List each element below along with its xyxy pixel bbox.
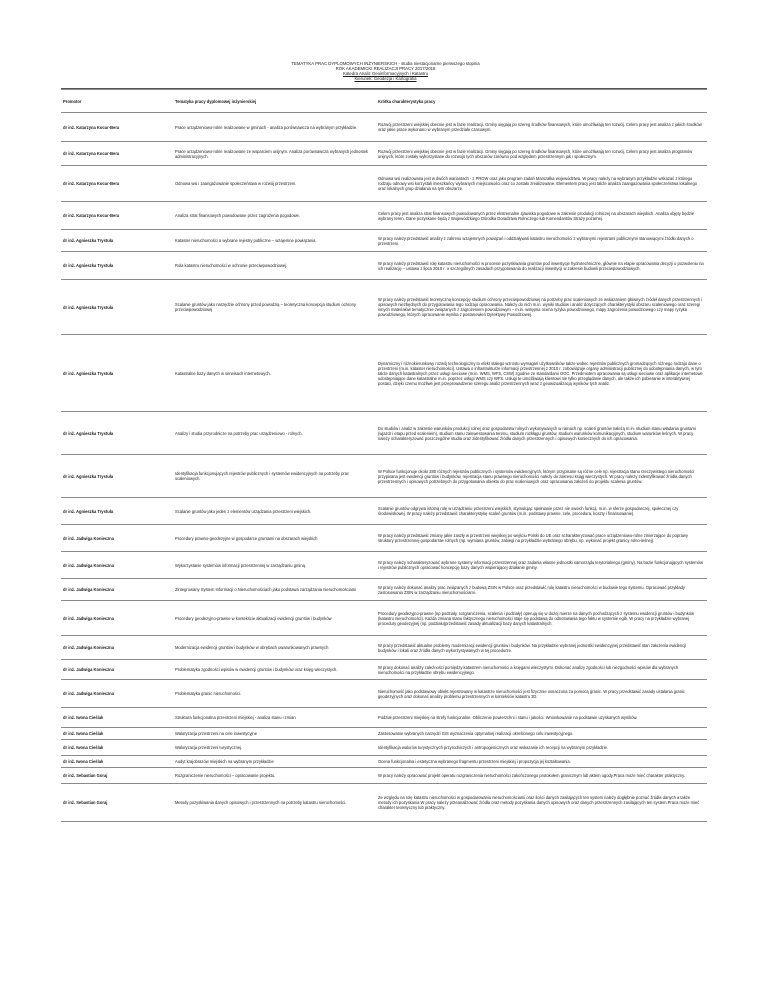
topic-cell: Kataster nieruchomości a wybrane rejestry publiczne – wzajemne powiązania. [173, 230, 376, 252]
academic-year: ROK AKADEMICKI REALIZACJI PRACY 2017/2018 [335, 66, 436, 72]
document-title: TEMATYKA PRAC DYPLOMOWYCH INŻYNIERSKICH - studia niestacjonarne pierwszego stopnia [291, 61, 480, 66]
topic-cell: Problematyka zgodności wpisów w ewidencji gruntów i budynków oraz księg wieczystych. [173, 660, 376, 680]
promoter-cell: dr inż. Iwona Cieślak [61, 756, 173, 768]
topic-cell: Prace urządzeniowo-rolne realizowane ze wsparciem unijnym. Analiza porównawcza wybranych jednostek administracyjnych. [173, 142, 376, 166]
description-cell: Rozwój przestrzeni wiejskiej obecnie jest w fazie realizacji. Gminy sięgają po szereg środków finansowych, które umożliwiają ten rozwój. Celem pracy jest analiza z jakich środków oraz jakie prace wykonano w wybranym przedziale czasowym. [376, 113, 707, 142]
promoter-cell: dr inż. Jadwiga Konieczna [61, 579, 173, 601]
promoter-cell: dr inż. Jadwiga Konieczna [61, 525, 173, 552]
topic-cell: Procedury prawno-geodezyjne w gospodarce gruntami na obszarach wiejskich [173, 525, 376, 552]
promoter-cell: dr inż. Katarzyna Kocur-Bera [61, 202, 173, 230]
table-row [61, 412, 707, 455]
description-cell: Celem pracy jest analiza strat finansowych powodowanych przez ekstremalne zjawiska pogodowe w zakresie produkcji rolniczej na obszarach wiejskich. Analiza objęty będzie wybrany teren. Dane pozyskane będą z Wojewódzkiego Ośrodka Doradztwa Rolniczego lub Komendantów Straży pożarnej. [376, 202, 707, 230]
promoter-cell: dr inż. Agnieszka Trystuła [61, 280, 173, 335]
description-cell: W pracy należy przedstawić zmiany jakie zaszły w przestrzeni wiejskiej po wejściu Polski do UE oraz scharakteryzować prace urządzeniowo-rolne zmierzające do poprawy struktury przestrzennej gospodarstw rolnych (np. wymiana gruntów, zabiegi na przykładzie wybranego obrębu, np. wykonać projekt granicy rolno-leśnej). [376, 525, 707, 552]
table-row [61, 113, 707, 142]
topic-cell: Audyt krajobrazów miejskich na wybranym przykładzie [173, 756, 376, 768]
promoter-cell: dr inż. Sebastian Goraj [61, 784, 173, 822]
table-row [61, 280, 707, 335]
promoter-cell: dr inż. Iwona Cieślak [61, 708, 173, 728]
topic-cell: Metody pozyskiwania danych opisowych i przestrzennych na potrzeby katastru nieruchomości. [173, 784, 376, 822]
promoter-cell: dr inż. Agnieszka Trystuła [61, 252, 173, 280]
topic-cell: Wykorzystanie systemów informacji przestrzennej w zarządzaniu gminą. [173, 552, 376, 579]
table-row [61, 768, 707, 784]
description-cell: Do studiów i analiz w zakresie warunków produkcji rolnej oraz gospodarstw rolnych wykonywanych w ramach np. scaleń gruntów należą m.in. studium stanu władania gruntami (wjazdr i etapu przed scaleniem), studium stanu zainwestowania terenu, studium rozkłągu gruntów, studium warunków komunikacyjnych, studium warunków leśnych. W pracy należy scharakteryzować poszczególne studia oraz zidentyfikować źródła danych przestrzennych i opisowych koniecznych do ich opracowania. [376, 412, 707, 455]
promoter-cell: dr inż. Iwona Cieślak [61, 740, 173, 756]
table-row [61, 708, 707, 728]
column-header-description: Krótka charakterystyka pracy [376, 90, 707, 113]
promoter-cell: dr inż. Katarzyna Kocur-Bera [61, 166, 173, 202]
description-cell: W pracy należy dokonać analizy prac związanych z budową ZSIN w Polsce oraz przedstawić rolę katastru nieruchomości w budowie tego systemu. Opracować przykłady zastosowania ZSIN w zarządzaniu nieruchomościami. [376, 579, 707, 601]
topic-cell: Analiza strat finansowych powodowane przez zagrożenia pogodowe. [173, 202, 376, 230]
topic-cell: Modernizacja ewidencji gruntów i budynków w obrębach uwarunkowanych prawnych [173, 636, 376, 660]
column-header-topic: Tematyka pracy dyplomowej inżynierskiej [173, 90, 376, 113]
topic-cell: Problematyka granic nieruchomości. [173, 680, 376, 708]
description-cell: W pracy dokonać analizy zależności pomiędzy katastrem nieruchomości a księgami wieczystymi. Dokonać analizy zgodności lub niezgodności wpisów dla wybranych nieruchomości na przykładzie obrębu ewidencyjnego. [376, 660, 707, 680]
field-of-study: Kierunek: Geodezja i Kartografia [354, 76, 417, 82]
description-cell: W pracy należy przedstawić rolę katastru nieruchomości w procesie pozyskiwania gruntów pod inwestycje hydrotechniczne, głównie na etapie opracowania decyzji o pozwoleniu na ich realizację – ustawa z lipca 2010 r. o szczególnych zasadach przygotowania do realizacji inwestycji w zakresie budowli przeciwpowodziowych. [376, 252, 707, 280]
table-row [61, 579, 707, 601]
table-row [61, 680, 707, 708]
department-name: Katedra Analiz Geoinformacyjnych i Katastru [342, 71, 429, 77]
topic-cell: Analizy i studia przyrodnicze na potrzeby prac urządzeniowo - rolnych. [173, 412, 376, 455]
topic-cell: Identyfikacja funkcjonujących rejestrów publicznych i systemów ewidencyjnych na potrzeby prac scaleniowych. [173, 455, 376, 498]
table-row [61, 552, 707, 579]
promoter-cell: dr inż. Jadwiga Konieczna [61, 552, 173, 579]
column-header-promoter: Promotor [61, 90, 173, 113]
table-header-row [61, 90, 707, 113]
table-row [61, 636, 707, 660]
promoter-cell: dr inż. Sebastian Goraj [61, 768, 173, 784]
table-row [61, 740, 707, 756]
description-cell: Zastosowanie wybranych narzędzi GIS wyznaczenia optymalnej realizacji określonego celu inwestycyjnego. [376, 728, 707, 740]
table-row [61, 601, 707, 636]
topics-table [61, 89, 707, 822]
table-row [61, 756, 707, 768]
description-cell: W pracy należy opracować projekt operatu rozgraniczenia nieruchomości zakończonego protokołem granicznym lub aktem ugody.Praca może mieć charakter praktyczny. [376, 768, 707, 784]
description-cell: Identyfikacja walorów turystycznych przyrodniczych i antropogenicznych oraz wskazanie ich recepcji na wybranym przykładzie. [376, 740, 707, 756]
table-row [61, 230, 707, 252]
promoter-cell: dr inż. Agnieszka Trystuła [61, 455, 173, 498]
topic-cell: Rola katastru nieruchomości w ochronie przeciwpowodziowej. [173, 252, 376, 280]
promoter-cell: dr inż. Jadwiga Konieczna [61, 660, 173, 680]
description-cell: W pracy należy przedstawić analizy z zakresu wzajemnych powiązań i oddziaływań katastru nieruchomości z wybranymi rejestrami publicznymi stanowiącymi źródło danych o przestrzeni. [376, 230, 707, 252]
table-row [61, 202, 707, 230]
description-cell: Procedury geodezyjno-prawne (np podziały, rozgraniczenia, scalenia i podziały) operują się w dużej mierze na danych pochodzących z systemu ewidencji gruntów i budynków (katastru nieruchomości). Każda zmiana stanu faktycznego nieruchomości staje się podstawą do odnotowania tego faktu w systemie egib. W pracy na przykładzie wybranej procedury geodezyjnej (np. podziału)przedstawić zasady aktualizacji bazy danych katastralnych. [376, 601, 707, 636]
topic-cell: Struktura funkcjonalna przestrzeni miejskiej - analiza stanu i zmian [173, 708, 376, 728]
description-cell: W pracy należy przedstawić teoretyczną koncepcję studium ochrony przeciwpowodziowej na potrzeby prac scaleniowych ze wskazaniem głównych źródeł danych przestrzennych i opisowych niezbędnych do przygotowania tego rodzaju opracowania. Należy do nich m.in. wyniki studiów i analiz dotyczących charakterystyki obszaru scaleniowego oraz szeregi innych materiałów tematycznie związanych z zagrożeniem powodziowym – m.in. wstępna ocena ryzyka powodziowego, mapy zagrożenia powodziowego czy mapy ryzyka powodziowego, których opracowanie wynika z postanowień Dyrektywy Powodziowej. [376, 280, 707, 335]
description-cell: Ocena funkcjonalna i estetyczna wybranego fragmentu przestrzeni miejskiej i propozycja jej kształtowania. [376, 756, 707, 768]
description-cell: Nieruchomość jako podstawowy obiekt rejestrowany w katastrze nieruchomości jest fizycznie osnaczona za pomocą granic. W pracy przedstawić zasady ustalania granic geodezyjnych oraz dokonać analizy problemu przestrzennych w kontekście katastru 3D. [376, 680, 707, 708]
description-cell: Dynamiczny i różnokierunkowy rozwój technologiczny to efekt stałego wzrostu wymagań użytkowników także wobec rejestrów publicznych gromadzących różnego rodzaju dane o przestrzeni (m.in. kataster nieruchomości). Ustawa o infrastrukturze informacji przestrzennej z 2010 r. zobowiązuje organy administracji publicznej do udostępniania danych, w tym także danych katastralnych przez usługi sieciowe (m.in. WMS, WFS, CSW) zgodnie ze standardami OGC. Przedmiotem opracowania są usługi sieciowe oraz aplikacje internetowe udostępniające dane katastralne m.in. poprzez usługi WMS czy WFS. Usługi te umożliwiają klientowi nie tylko przeglądanie danych, ale także ich pobieranie w interaktywnej postaci, dzięki czemu możliwe jest przeprowadzenie szeregu analiz przestrzennych wraz z geowizualizacją wyników tych analiz. [376, 335, 707, 412]
topic-cell: Scalanie gruntów jako narzędzie ochrony przed powodzią – teoretyczna koncepcja studium ochrony przeciwpowodziowej [173, 280, 376, 335]
promoter-cell: dr inż. Jadwiga Konieczna [61, 601, 173, 636]
topic-cell: Zintegrowany System Informacji o Nieruchomościach jako podstawa zarządzania nieruchomościami [173, 579, 376, 601]
table-row [61, 335, 707, 412]
topic-cell: Waloryzacja przestrzeni na cele inwestycyjne [173, 728, 376, 740]
promoter-cell: dr inż. Agnieszka Trystuła [61, 498, 173, 525]
promoter-cell: dr inż. Agnieszka Trystuła [61, 335, 173, 412]
description-cell: Podział przestrzeni miejskiej na strefy funkcjonalne. Obliczenie powierzchni i stanu i jakości. Wnioskowanie na podstawie uzyskanych wyników. [376, 708, 707, 728]
promoter-cell: dr inż. Agnieszka Trystuła [61, 412, 173, 455]
topic-cell: Procedury geodezyjno-prawne w kontekście aktualizacji ewidencji gruntów i budynków [173, 601, 376, 636]
document-header [62, 61, 709, 81]
table-row [61, 660, 707, 680]
table-row [61, 784, 707, 822]
table-row [61, 498, 707, 525]
topic-cell: Prace urządzeniowo-rolne realizowane w gminach - analiza porównawcza na wybranym przykładzie. [173, 113, 376, 142]
description-cell: W Polsce funkcjonuje około 280 różnych rejestrów publicznych i systemów ewidencyjnych, którym przypisane są różne cele np. rejestracja stanu rzeczywistego nieruchomości przypisana jest ewidencji gruntów i budynków, rejestracja stanu prawnego nieruchomości należy do zakresu ksiąg wieczystych. W pracy należy zidentyfikować źródła danych przestrzennych i opisowych potrzebnych do przygotowania obiektu do prac scaleniowych oraz opracowania założeń do projektu scalenia gruntów. [376, 455, 707, 498]
table-row [61, 252, 707, 280]
topic-cell: Katastralne bazy danych w serwisach internetowych. [173, 335, 376, 412]
table-row [61, 525, 707, 552]
table-row [61, 728, 707, 740]
promoter-cell: dr inż. Jadwiga Konieczna [61, 636, 173, 660]
topic-cell: Rozgraniczenie nieruchomości – opracowanie projektu. [173, 768, 376, 784]
description-cell: Rozwój przestrzeni wiejskiej obecnie jest w fazie realizacji. Gminy sięgają po szereg środków finansowych, które umożliwiają ten rozwój. Celem pracy jest analiza programów unijnych, które zostały wykorzystane do rozwoju tych obszarów zarówno pod względem przestrzennym jak i społecznym. [376, 142, 707, 166]
table-row [61, 455, 707, 498]
description-cell: Odnowa wsi realizowana jest w dwóch wariantach - z PROW oraz jako program zadań Marszałka województwa. W pracy należy na wybranym przykładzie wskazać z którego rodzaju odnowy wsi korzystali mieszkańcy wybranych miejscowości oraz co zostało zrealizowane. Elementem pracy jest także analiza zaangażowania społeczeństwa lokalnego oraz lokalnych grup działania na tym obszarze. [376, 166, 707, 202]
description-cell: W pracy przedstawić aktualne problemy modernizacji ewidencji gruntów i budynków. Na przykładzie wybranej jednostki ewidencyjnej przedstawić stan założenia ewidencji budynków i lokali oraz źródła danych wykorzystywanych w tej procedurze. [376, 636, 707, 660]
promoter-cell: dr inż. Agnieszka Trystuła [61, 230, 173, 252]
topic-cell: Waloryzacja przestrzeni turystycznej. [173, 740, 376, 756]
table-row [61, 166, 707, 202]
promoter-cell: dr inż. Katarzyna Kocur-Bera [61, 113, 173, 142]
topic-cell: Odnowa wsi i zaangażowanie społeczeństwa w rozwój przestrzeni. [173, 166, 376, 202]
table-row [61, 142, 707, 166]
promoter-cell: dr inż. Iwona Cieślak [61, 728, 173, 740]
description-cell: Ze względu na rolę katastru nieruchomości w gospodarowaniu nieruchomościami oraz ilości danych zasilających ten system należy dogłębnie poznać źródła danych a także metody ich pozyskania.W pracy należy przeanalizować źródła oraz metody pozyskania danych opisowych oraz danych przestrzennych zasilających ten system.Praca może mieć charakter teoretyczny lub praktyczny. [376, 784, 707, 822]
description-cell: W pracy należy scharakteryzować wybrane systemy informacji przestrzennej oraz zadania własne jednostki samorządu terytorialnego (gminy). Na bazie funkcjonujących systemów i rejestrów publicznych opracować koncepcję bazy danych wspierającej działanie gminy. [376, 552, 707, 579]
description-cell: Scalanie gruntów odgrywa istotną rolę w urządzaniu przestrzeni wiejskich, stymulując spełnianie przez nie swoich funkcji, m.in. w sferze gospodarczej, społecznej czy środowiskowej. W pracy należy przedstawić charakterystykę scaleń gruntów (m.in. podstawy prawne, cele, procedura, koszty i finansowanie). [376, 498, 707, 525]
promoter-cell: dr inż. Katarzyna Kocur-Bera [61, 142, 173, 166]
topic-cell: Scalanie gruntów jako jeden z elementów urządzania przestrzeni wiejskich. [173, 498, 376, 525]
promoter-cell: dr inż. Jadwiga Konieczna [61, 680, 173, 708]
